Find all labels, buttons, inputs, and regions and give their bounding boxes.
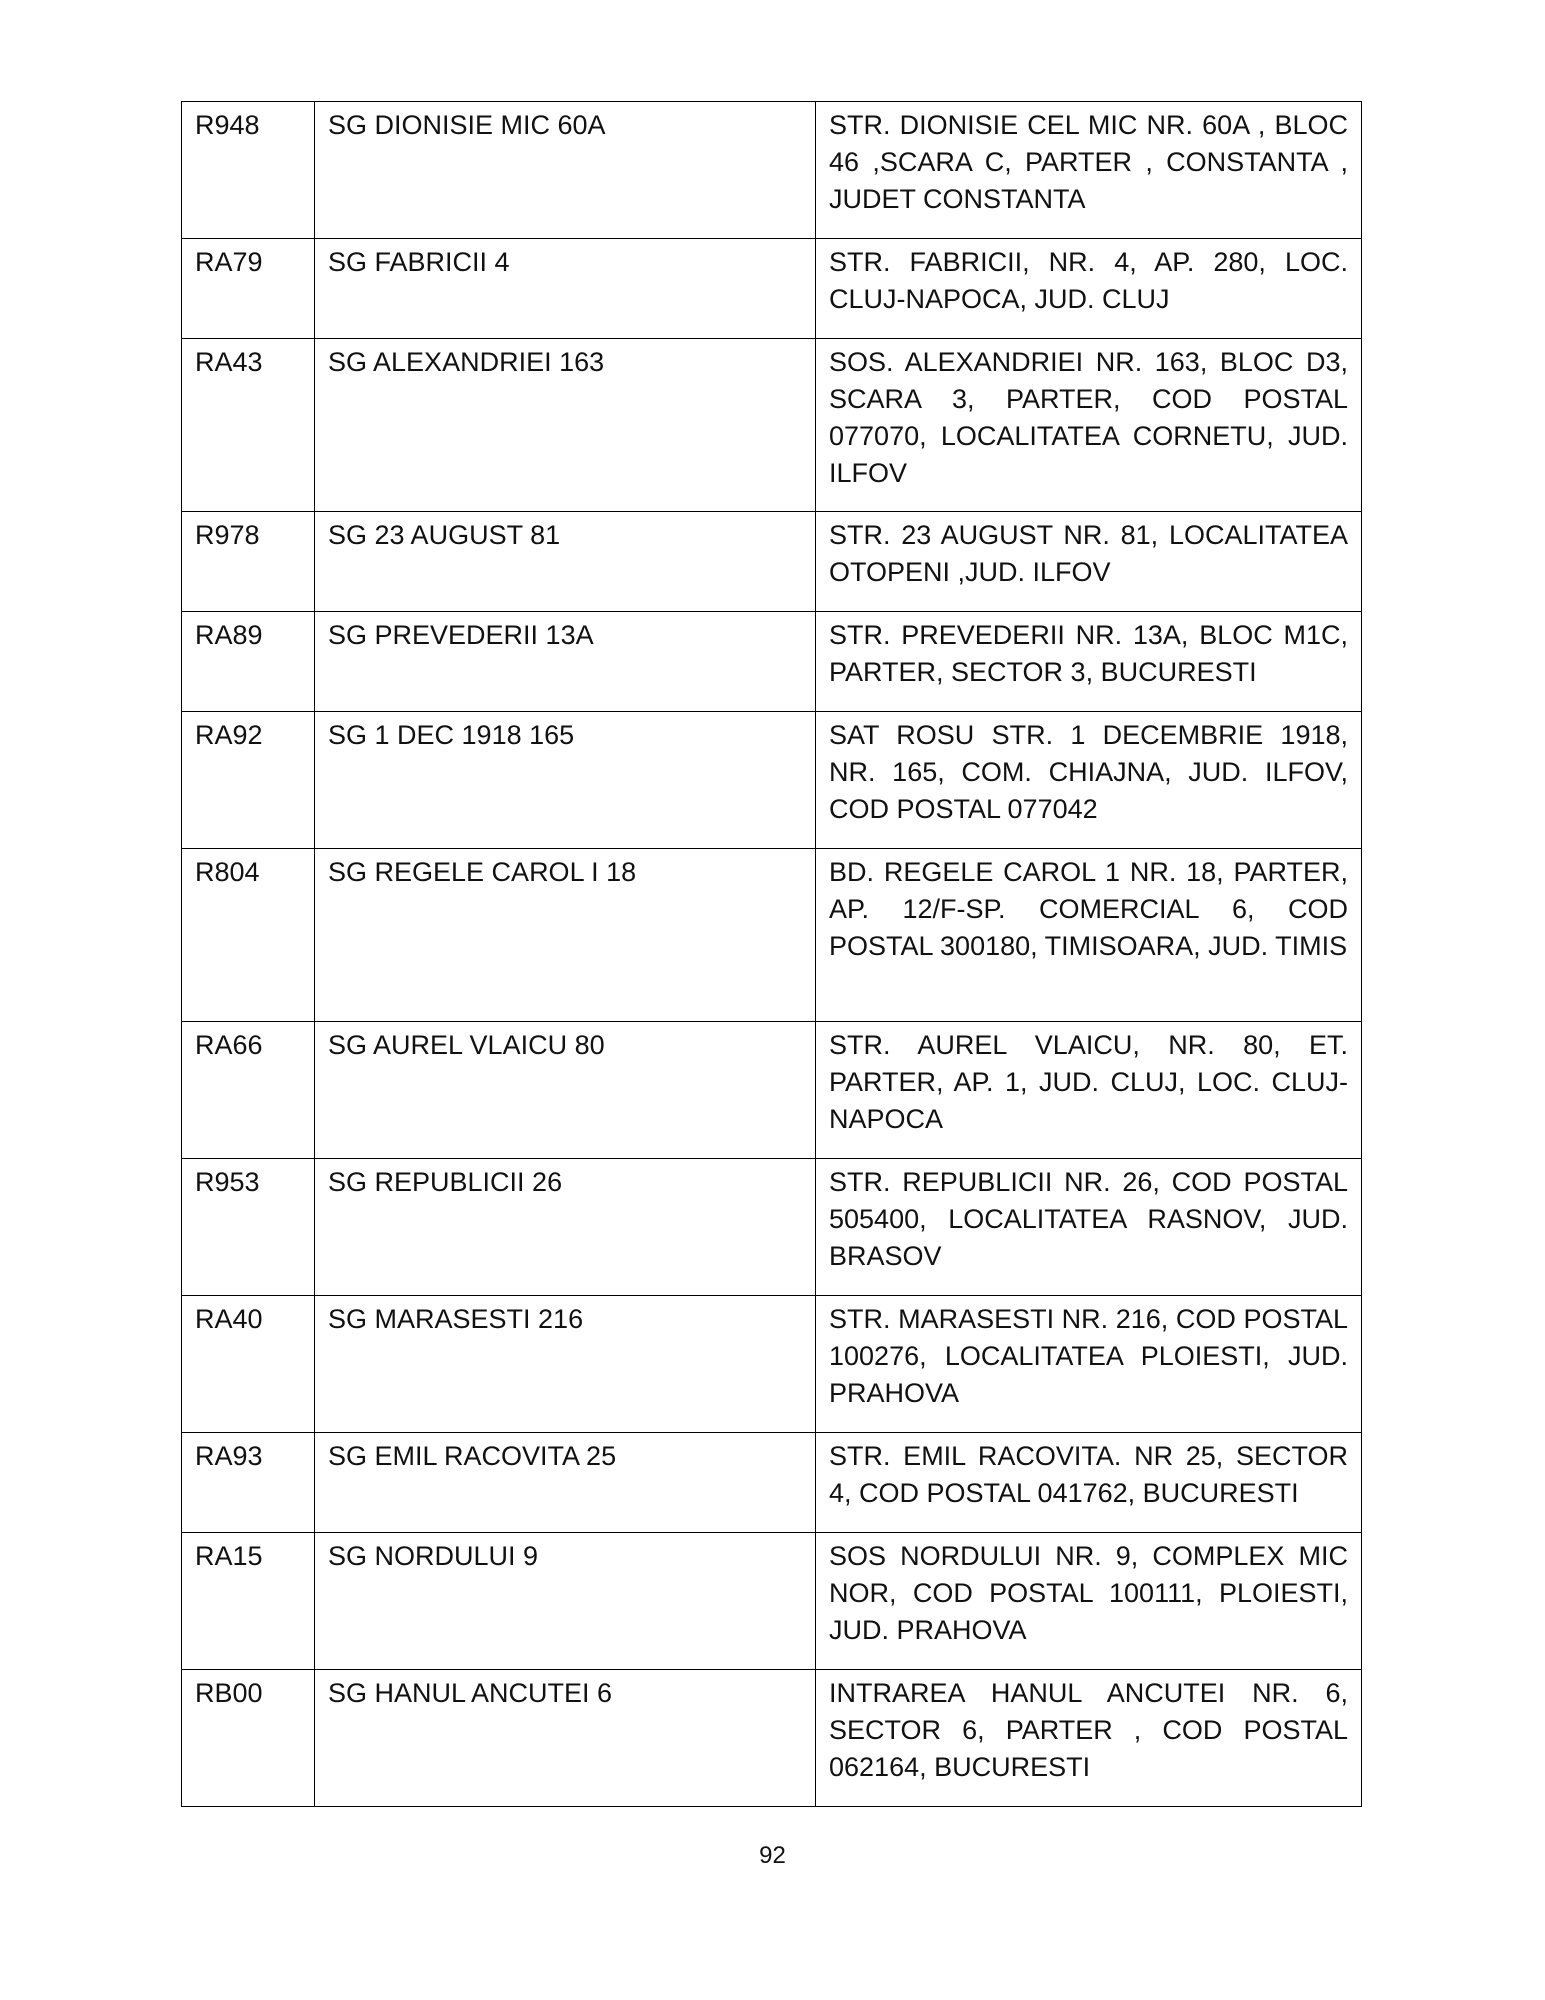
table-row [182, 339, 1362, 512]
branch-address-cell: SOS. ALEXANDRIEI NR. 163, BLOC D3, SCARA 3, PARTER, COD POSTAL 077070, LOCALITATEA CORNETU, JUD. ILFOV [816, 339, 1362, 512]
branch-name-cell: SG NORDULUI 9 [315, 1533, 816, 1670]
branch-address-table [181, 101, 1362, 1807]
branch-code-cell: R953 [182, 1159, 315, 1296]
branch-name-cell: SG FABRICII 4 [315, 239, 816, 339]
branch-name-cell: SG REGELE CAROL I 18 [315, 849, 816, 1022]
branch-code-cell: R978 [182, 512, 315, 612]
branch-code-cell: RB00 [182, 1670, 315, 1807]
table-row [182, 1022, 1362, 1159]
branch-address-cell: STR. AUREL VLAICU, NR. 80, ET. PARTER, AP. 1, JUD. CLUJ, LOC. CLUJ-NAPOCA [816, 1022, 1362, 1159]
branch-code-cell: RA66 [182, 1022, 315, 1159]
table-row [182, 102, 1362, 239]
branch-code-cell: RA43 [182, 339, 315, 512]
branch-address-cell: STR. MARASESTI NR. 216, COD POSTAL 100276, LOCALITATEA PLOIESTI, JUD. PRAHOVA [816, 1296, 1362, 1433]
table-row [182, 1159, 1362, 1296]
branch-name-cell: SG AUREL VLAICU 80 [315, 1022, 816, 1159]
table-row [182, 1533, 1362, 1670]
branch-code-cell: RA79 [182, 239, 315, 339]
branch-name-cell: SG MARASESTI 216 [315, 1296, 816, 1433]
branch-name-cell: SG 1 DEC 1918 165 [315, 712, 816, 849]
branch-address-cell: STR. PREVEDERII NR. 13A, BLOC M1C, PARTER, SECTOR 3, BUCURESTI [816, 612, 1362, 712]
table-body [182, 102, 1362, 1807]
branch-code-cell: RA40 [182, 1296, 315, 1433]
branch-address-cell: STR. FABRICII, NR. 4, AP. 280, LOC. CLUJ-NAPOCA, JUD. CLUJ [816, 239, 1362, 339]
table-row [182, 612, 1362, 712]
branch-name-cell: SG HANUL ANCUTEI 6 [315, 1670, 816, 1807]
table-row [182, 849, 1362, 1022]
branch-code-cell: RA92 [182, 712, 315, 849]
table-row [182, 1296, 1362, 1433]
page-number: 92 [759, 1842, 786, 1869]
branch-code-cell: R804 [182, 849, 315, 1022]
branch-name-cell: SG REPUBLICII 26 [315, 1159, 816, 1296]
branch-address-cell: STR. REPUBLICII NR. 26, COD POSTAL 505400, LOCALITATEA RASNOV, JUD. BRASOV [816, 1159, 1362, 1296]
branch-name-cell: SG EMIL RACOVITA 25 [315, 1433, 816, 1533]
branch-code-cell: RA15 [182, 1533, 315, 1670]
branch-code-cell: RA93 [182, 1433, 315, 1533]
table-row [182, 712, 1362, 849]
branch-name-cell: SG DIONISIE MIC 60A [315, 102, 816, 239]
table-row [182, 512, 1362, 612]
branch-address-cell: BD. REGELE CAROL 1 NR. 18, PARTER, AP. 12/F-SP. COMERCIAL 6, COD POSTAL 300180, TIMISOARA, JUD. TIMIS [816, 849, 1362, 1022]
branch-name-cell: SG ALEXANDRIEI 163 [315, 339, 816, 512]
branch-name-cell: SG 23 AUGUST 81 [315, 512, 816, 612]
branch-address-cell: SOS NORDULUI NR. 9, COMPLEX MIC NOR, COD POSTAL 100111, PLOIESTI, JUD. PRAHOVA [816, 1533, 1362, 1670]
branch-address-cell: STR. 23 AUGUST NR. 81, LOCALITATEA OTOPENI ,JUD. ILFOV [816, 512, 1362, 612]
table-row [182, 1670, 1362, 1807]
branch-address-cell: INTRAREA HANUL ANCUTEI NR. 6, SECTOR 6, PARTER , COD POSTAL 062164, BUCURESTI [816, 1670, 1362, 1807]
branch-address-cell: STR. DIONISIE CEL MIC NR. 60A , BLOC 46 ,SCARA C, PARTER , CONSTANTA , JUDET CONSTANTA [816, 102, 1362, 239]
branch-code-cell: RA89 [182, 612, 315, 712]
table-row [182, 1433, 1362, 1533]
table-row [182, 239, 1362, 339]
branch-address-cell: STR. EMIL RACOVITA. NR 25, SECTOR 4, COD POSTAL 041762, BUCURESTI [816, 1433, 1362, 1533]
branch-code-cell: R948 [182, 102, 315, 239]
branch-name-cell: SG PREVEDERII 13A [315, 612, 816, 712]
branch-address-cell: SAT ROSU STR. 1 DECEMBRIE 1918, NR. 165, COM. CHIAJNA, JUD. ILFOV, COD POSTAL 077042 [816, 712, 1362, 849]
